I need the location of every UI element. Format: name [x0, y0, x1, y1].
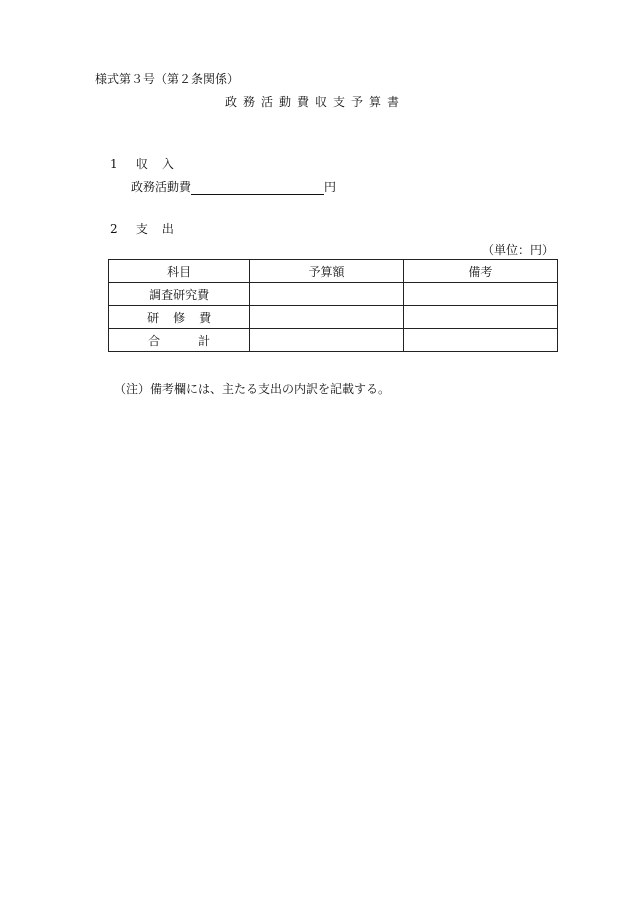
expense-section-heading	[110, 220, 188, 237]
expense-section-title: 支出	[135, 222, 188, 236]
table-row	[109, 283, 558, 306]
income-section-heading	[110, 155, 188, 172]
header-notes: 備考	[403, 260, 557, 283]
row-amount-total	[250, 329, 403, 352]
table-header-row	[109, 260, 558, 283]
income-amount-blank	[191, 182, 324, 195]
row-notes-training	[403, 306, 557, 329]
row-item-total: 合計	[109, 329, 250, 352]
row-amount-training	[250, 306, 403, 329]
row-item-research: 調査研究費	[109, 283, 250, 306]
row-amount-research	[250, 283, 403, 306]
header-item: 科目	[109, 260, 250, 283]
row-notes-total	[403, 329, 557, 352]
income-section-number: 1	[110, 157, 118, 171]
expense-section-number: 2	[110, 222, 118, 236]
expense-budget-table	[108, 259, 558, 352]
unit-note: （単位：円）	[481, 243, 554, 257]
header-budget-amount: 予算額	[250, 260, 403, 283]
income-unit: 円	[324, 180, 337, 194]
footnote: （注）備考欄には、主たる支出の内訳を記載する。	[114, 382, 391, 396]
table-row	[109, 329, 558, 352]
form-number-label: 様式第３号（第２条関係）	[95, 72, 240, 86]
table-row	[109, 306, 558, 329]
income-line	[131, 178, 336, 195]
income-item-label: 政務活動費	[131, 180, 192, 194]
row-item-training: 研修費	[109, 306, 250, 329]
income-section-title: 収入	[135, 157, 188, 171]
row-notes-research	[403, 283, 557, 306]
document-title: 政務活動費収支予算書	[224, 95, 405, 109]
